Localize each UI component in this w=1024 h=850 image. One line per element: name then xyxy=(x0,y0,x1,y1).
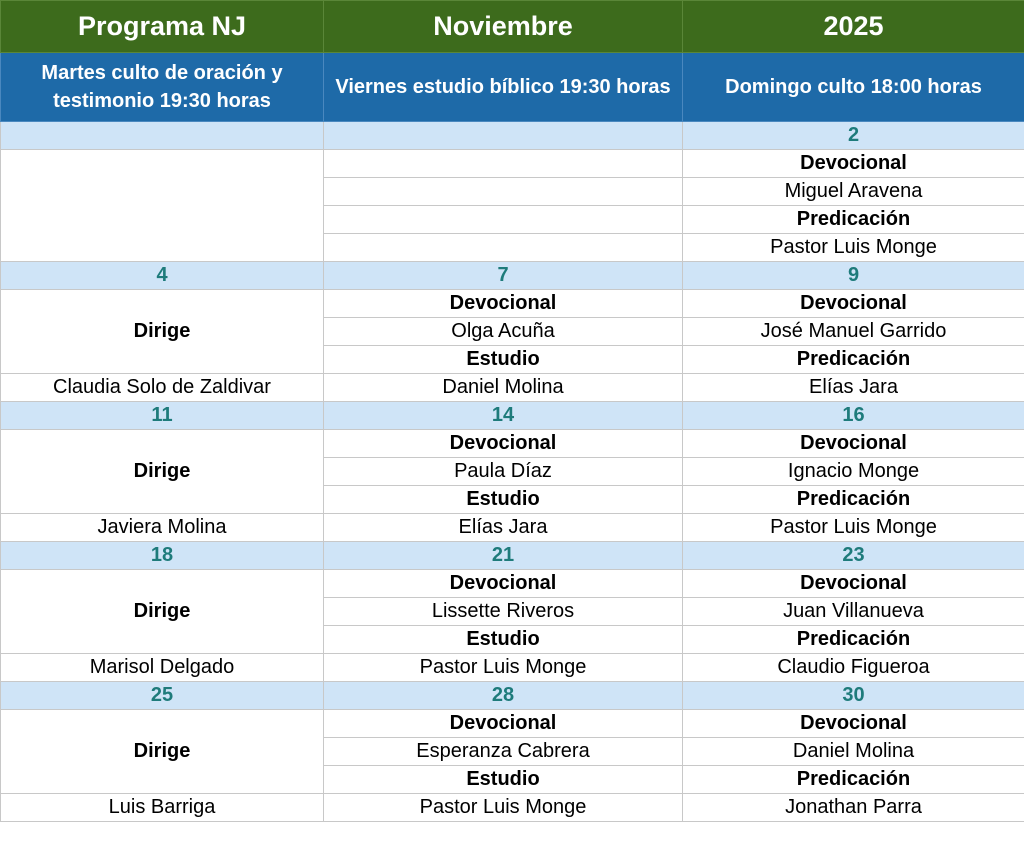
sunday-devocional-label: Devocional xyxy=(683,430,1024,458)
tuesday-date: 25 xyxy=(1,682,324,710)
friday-devocional-name: Lissette Riveros xyxy=(324,598,683,626)
sunday-predicacion-name: Elías Jara xyxy=(683,374,1024,402)
month-title: Noviembre xyxy=(324,1,683,53)
sunday-predicacion-label: Predicación xyxy=(683,346,1024,374)
friday-empty-cell xyxy=(324,150,683,178)
program-title: Programa NJ xyxy=(1,1,324,53)
sunday-devocional-name: Miguel Aravena xyxy=(683,178,1024,206)
friday-date: 7 xyxy=(324,262,683,290)
table-row xyxy=(1,290,1024,318)
friday-estudio-label: Estudio xyxy=(324,626,683,654)
sunday-predicacion-name: Claudio Figueroa xyxy=(683,654,1024,682)
friday-date: 14 xyxy=(324,402,683,430)
tuesday-dirige-label: Dirige xyxy=(1,570,324,654)
friday-devocional-label: Devocional xyxy=(324,430,683,458)
date-row xyxy=(1,262,1024,290)
sunday-devocional-label: Devocional xyxy=(683,290,1024,318)
tuesday-dirige-label: Dirige xyxy=(1,290,324,374)
friday-date: 21 xyxy=(324,542,683,570)
table-row xyxy=(1,150,1024,178)
date-row xyxy=(1,402,1024,430)
tuesday-dirige-name: Marisol Delgado xyxy=(1,654,324,682)
date-row xyxy=(1,122,1024,150)
friday-date xyxy=(324,122,683,150)
table-row xyxy=(1,794,1024,822)
friday-estudio-name: Pastor Luis Monge xyxy=(324,794,683,822)
year-title: 2025 xyxy=(683,1,1024,53)
sunday-devocional-label: Devocional xyxy=(683,570,1024,598)
tuesday-date: 11 xyxy=(1,402,324,430)
table-row xyxy=(1,430,1024,458)
friday-devocional-name: Olga Acuña xyxy=(324,318,683,346)
tuesday-service-header: Martes culto de oración y testimonio 19:30 horas xyxy=(1,53,324,122)
tuesday-dirige-name: Luis Barriga xyxy=(1,794,324,822)
sunday-predicacion-label: Predicación xyxy=(683,486,1024,514)
tuesday-date xyxy=(1,122,324,150)
tuesday-dirige-label: Dirige xyxy=(1,430,324,514)
service-header-row xyxy=(1,53,1024,122)
sunday-date: 16 xyxy=(683,402,1024,430)
title-row xyxy=(1,1,1024,53)
friday-empty-cell xyxy=(324,234,683,262)
friday-empty-cell xyxy=(324,178,683,206)
sunday-devocional-name: Daniel Molina xyxy=(683,738,1024,766)
sunday-predicacion-name: Pastor Luis Monge xyxy=(683,514,1024,542)
friday-devocional-label: Devocional xyxy=(324,290,683,318)
sunday-devocional-name: José Manuel Garrido xyxy=(683,318,1024,346)
friday-estudio-name: Daniel Molina xyxy=(324,374,683,402)
date-row xyxy=(1,682,1024,710)
table-row xyxy=(1,514,1024,542)
sunday-date: 30 xyxy=(683,682,1024,710)
friday-empty-cell xyxy=(324,206,683,234)
table-row xyxy=(1,570,1024,598)
tuesday-dirige-label: Dirige xyxy=(1,710,324,794)
sunday-devocional-label: Devocional xyxy=(683,150,1024,178)
table-row xyxy=(1,710,1024,738)
sunday-devocional-label: Devocional xyxy=(683,710,1024,738)
friday-devocional-label: Devocional xyxy=(324,710,683,738)
friday-estudio-label: Estudio xyxy=(324,346,683,374)
sunday-predicacion-label: Predicación xyxy=(683,206,1024,234)
sunday-devocional-name: Ignacio Monge xyxy=(683,458,1024,486)
friday-devocional-label: Devocional xyxy=(324,570,683,598)
friday-estudio-label: Estudio xyxy=(324,766,683,794)
sunday-predicacion-label: Predicación xyxy=(683,626,1024,654)
sunday-devocional-name: Juan Villanueva xyxy=(683,598,1024,626)
sunday-service-header: Domingo culto 18:00 horas xyxy=(683,53,1024,122)
sunday-date: 9 xyxy=(683,262,1024,290)
tuesday-dirige-name: Javiera Molina xyxy=(1,514,324,542)
friday-devocional-name: Esperanza Cabrera xyxy=(324,738,683,766)
tuesday-date: 18 xyxy=(1,542,324,570)
sunday-date: 23 xyxy=(683,542,1024,570)
friday-date: 28 xyxy=(324,682,683,710)
sunday-date: 2 xyxy=(683,122,1024,150)
sunday-predicacion-name: Pastor Luis Monge xyxy=(683,234,1024,262)
friday-estudio-label: Estudio xyxy=(324,486,683,514)
table-row xyxy=(1,374,1024,402)
table-row xyxy=(1,654,1024,682)
friday-devocional-name: Paula Díaz xyxy=(324,458,683,486)
friday-estudio-name: Elías Jara xyxy=(324,514,683,542)
tuesday-empty-cell xyxy=(1,150,324,262)
tuesday-dirige-name: Claudia Solo de Zaldivar xyxy=(1,374,324,402)
tuesday-date: 4 xyxy=(1,262,324,290)
date-row xyxy=(1,542,1024,570)
friday-service-header: Viernes estudio bíblico 19:30 horas xyxy=(324,53,683,122)
friday-estudio-name: Pastor Luis Monge xyxy=(324,654,683,682)
sunday-predicacion-name: Jonathan Parra xyxy=(683,794,1024,822)
sunday-predicacion-label: Predicación xyxy=(683,766,1024,794)
